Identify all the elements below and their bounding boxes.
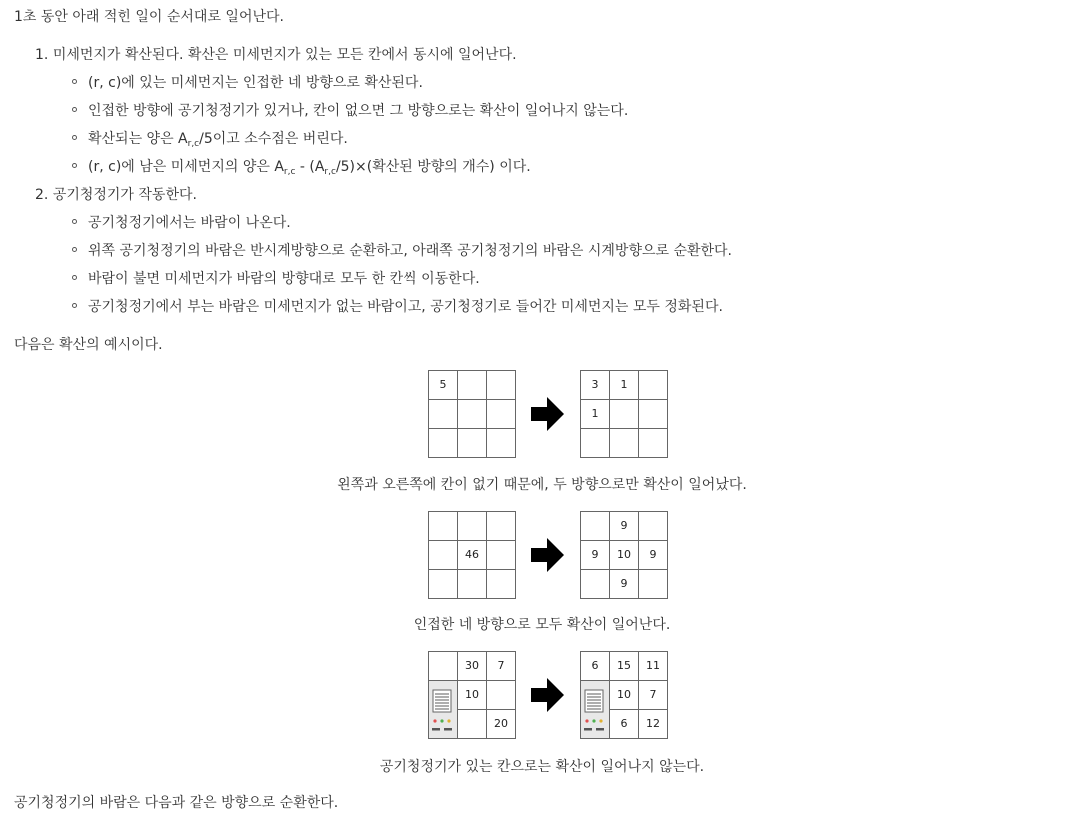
bullet-icon [72, 219, 77, 224]
grid-cell: 5 [429, 371, 458, 400]
bullet-icon [72, 303, 77, 308]
grid-cell: 1 [581, 400, 610, 429]
grid-cell: 15 [610, 652, 639, 681]
grid-cell [487, 429, 516, 458]
grid-cell [429, 570, 458, 599]
bullet-icon [72, 163, 77, 168]
grid-cell [429, 429, 458, 458]
grid-cell: 7 [639, 681, 668, 710]
formula-text: /5이고 소수점은 버린다. [199, 131, 348, 147]
grid-cell [487, 541, 516, 570]
grid-cell [429, 512, 458, 541]
right-arrow-icon [531, 397, 565, 431]
grid-cell [487, 400, 516, 429]
grid-cell: 6 [610, 710, 639, 739]
grid-cell: 9 [639, 541, 668, 570]
formula-text: (r, c)에 남은 미세먼지의 양은 A [88, 159, 284, 175]
grid-cell [581, 512, 610, 541]
grid-cell [429, 400, 458, 429]
example-2-caption: 인접한 네 방향으로 모두 확산이 일어난다. [413, 617, 671, 633]
grid-cell: 6 [581, 652, 610, 681]
grid-cell: 20 [487, 710, 516, 739]
bullet-icon [72, 275, 77, 280]
step-1-number: 1. [35, 47, 49, 63]
grid-cell [429, 652, 458, 681]
grid-cell [610, 400, 639, 429]
step-1-bullet-2: 인접한 방향에 공기청정기가 있거나, 칸이 없으면 그 방향으로는 확산이 일어나지 않는다. [88, 103, 629, 119]
grid-cell: 9 [610, 570, 639, 599]
formula-subscript: r,c [283, 167, 296, 177]
grid-cell: 10 [610, 541, 639, 570]
grid-cell [458, 371, 487, 400]
right-arrow-icon [531, 538, 565, 572]
step-2-number: 2. [35, 187, 49, 203]
grid-cell [458, 512, 487, 541]
grid-cell [581, 710, 610, 739]
grid-cell [639, 371, 668, 400]
grid-cell: 12 [639, 710, 668, 739]
grid-cell [487, 681, 516, 710]
bullet-icon [72, 247, 77, 252]
formula-text: /5)×(확산된 방향의 개수) 이다. [335, 159, 531, 175]
grid-cell [458, 710, 487, 739]
grid-cell: 30 [458, 652, 487, 681]
intro-text: 1초 동안 아래 적힌 일이 순서대로 일어난다. [14, 9, 284, 25]
step-1-bullet-3 [88, 129, 348, 154]
example-2-before-grid [428, 511, 516, 599]
grid-cell [458, 570, 487, 599]
grid-cell [429, 541, 458, 570]
step-1-text: 미세먼지가 확산된다. 확산은 미세먼지가 있는 모든 칸에서 동시에 일어난다. [52, 47, 517, 63]
grid-cell: 9 [610, 512, 639, 541]
bullet-icon [72, 79, 77, 84]
grid-cell [581, 429, 610, 458]
grid-cell: 9 [581, 541, 610, 570]
grid-cell [487, 512, 516, 541]
grid-cell [581, 570, 610, 599]
example-1-before-grid [428, 370, 516, 458]
step-1-bullet-4 [88, 157, 531, 182]
grid-cell: 3 [581, 371, 610, 400]
grid-cell: 11 [639, 652, 668, 681]
step-2-bullet-4: 공기청정기에서 부는 바람은 미세먼지가 없는 바람이고, 공기청정기로 들어간 미세먼지는 모두 정화된다. [88, 299, 723, 315]
footer-text: 공기청정기의 바람은 다음과 같은 방향으로 순환한다. [14, 795, 339, 811]
formula-text: 확산되는 양은 A [88, 131, 188, 147]
grid-cell: 46 [458, 541, 487, 570]
example-3-caption: 공기청정기가 있는 칸으로는 확산이 일어나지 않는다. [379, 759, 705, 775]
example-heading: 다음은 확산의 예시이다. [14, 337, 163, 353]
grid-cell [487, 570, 516, 599]
grid-cell [610, 429, 639, 458]
formula-subscript: r,c [324, 167, 336, 177]
example-1-caption: 왼쪽과 오른쪽에 칸이 없기 때문에, 두 방향으로만 확산이 일어났다. [337, 477, 747, 493]
step-1 [35, 45, 517, 65]
step-2 [35, 185, 197, 205]
formula-subscript: r,c [187, 139, 200, 149]
grid-cell [639, 429, 668, 458]
grid-cell: 1 [610, 371, 639, 400]
step-2-bullet-3: 바람이 불면 미세먼지가 바람의 방향대로 모두 한 칸씩 이동한다. [88, 271, 480, 287]
step-2-text: 공기청정기가 작동한다. [52, 187, 197, 203]
step-2-bullet-2: 위쪽 공기청정기의 바람은 반시계방향으로 순환하고, 아래쪽 공기청정기의 바람은 시계방향으로 순환한다. [88, 243, 733, 259]
grid-cell [639, 570, 668, 599]
grid-cell [429, 710, 458, 739]
example-3-after-grid [580, 651, 668, 739]
grid-cell [458, 429, 487, 458]
grid-cell [487, 371, 516, 400]
grid-cell [639, 512, 668, 541]
grid-cell [639, 400, 668, 429]
step-2-bullet-1: 공기청정기에서는 바람이 나온다. [88, 215, 291, 231]
grid-cell: 10 [458, 681, 487, 710]
formula-text: - (A [295, 159, 325, 175]
grid-cell: 10 [610, 681, 639, 710]
grid-cell: 7 [487, 652, 516, 681]
example-3-before-grid [428, 651, 516, 739]
grid-cell [458, 400, 487, 429]
bullet-icon [72, 107, 77, 112]
bullet-icon [72, 135, 77, 140]
grid-cell [429, 681, 458, 710]
grid-cell [581, 681, 610, 710]
step-1-bullet-1: (r, c)에 있는 미세먼지는 인접한 네 방향으로 확산된다. [88, 75, 423, 91]
example-2-after-grid [580, 511, 668, 599]
right-arrow-icon [531, 678, 565, 712]
example-1-after-grid [580, 370, 668, 458]
